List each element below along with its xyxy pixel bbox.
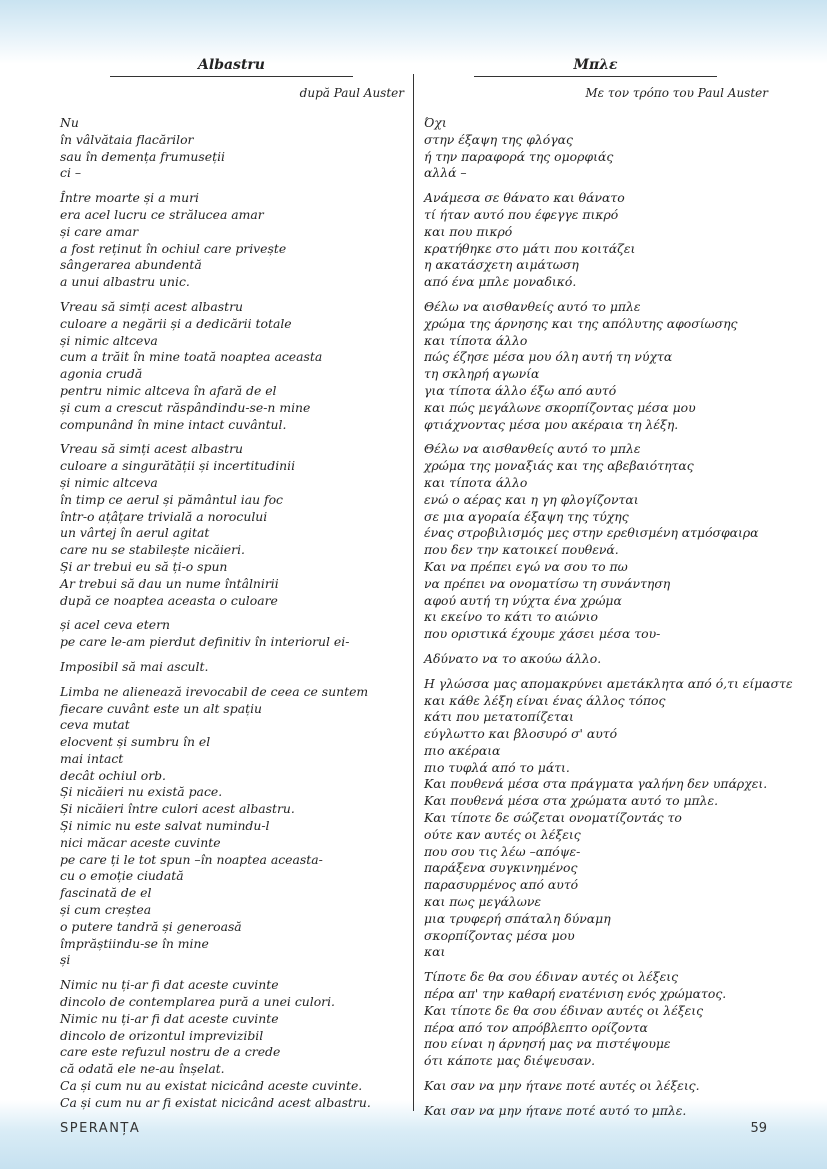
- poem-line: χρώμα της μοναξιάς και της αβεβαιότητας: [424, 458, 694, 474]
- poem-line: πώς έζησε μέσα μου όλη αυτή τη νύχτα: [424, 349, 673, 365]
- poem-line: κρατήθηκε στο μάτι που κοιτάζει: [424, 240, 636, 256]
- poem-line: Και πουθενά μέσα στα πράγματα γαλήνη δεν υπάρχει.: [424, 776, 768, 792]
- poem-line: Ca și cum nu ar fi existat nicicând acest albastru.: [60, 1094, 371, 1110]
- poem-line: από ένα μπλε μοναδικό.: [424, 274, 577, 290]
- poem-line: πέρα από τον απρόβλεπτο ορίζοντα: [424, 1019, 648, 1035]
- stanza: [60, 977, 410, 1111]
- page-number: 59: [750, 1121, 767, 1136]
- poem-line: να πρέπει να ονοματίσω τη συνάντηση: [424, 575, 671, 591]
- poem-line: αλλά –: [424, 165, 467, 181]
- poem-line: η ακατάσχετη αιμάτωση: [424, 257, 579, 273]
- stanza: [424, 1078, 774, 1095]
- poem-line: Και πουθενά μέσα στα χρώματα αυτό το μπλε.: [424, 793, 719, 809]
- poem-line: Τίποτε δε θα σου έδιναν αυτές οι λέξεις: [424, 969, 679, 985]
- poem-column-romanian: [60, 115, 410, 1120]
- poem-line: ενώ ο αέρας και η γη φλογίζονται: [424, 491, 639, 507]
- poem-line: ότι κάποτε μας διέψευσαν.: [424, 1053, 596, 1069]
- stanza: [60, 190, 410, 291]
- poem-line: sau în demența frumuseții: [60, 148, 225, 164]
- poem-line: Αδύνατο να το ακούω άλλο.: [424, 650, 602, 666]
- poem-line: elocvent și sumbru în el: [60, 734, 211, 750]
- header-band: [0, 0, 827, 64]
- poem-line: Și ar trebui eu să ți-o spun: [60, 558, 228, 574]
- poem-line: Limba ne alienează irevocabil de ceea ce suntem: [60, 683, 369, 699]
- poem-line: που είναι η άρνησή μας να πιστέψουμε: [424, 1036, 671, 1052]
- poem-line: în timp ce aerul și pământul iau foc: [60, 491, 283, 507]
- poem-line: a fost reținut în ochiul care privește: [60, 240, 287, 256]
- stanza: [424, 190, 774, 291]
- stanza: [424, 115, 774, 182]
- poem-line: dincolo de orizontul imprevizibil: [60, 1027, 264, 1043]
- poem-line: un vârtej în aerul agitat: [60, 525, 210, 541]
- poem-line: για τίποτα άλλο έξω από αυτό: [424, 382, 617, 398]
- poem-line: și cum a crescut răspândindu-se-n mine: [60, 399, 311, 415]
- stanza: [60, 441, 410, 609]
- poem-line: κάτι που μετατοπίζεται: [424, 709, 574, 725]
- poem-line: στην έξαψη της φλόγας: [424, 131, 573, 147]
- poem-line: fascinată de el: [60, 885, 152, 901]
- poem-line: τη σκληρή αγωνία: [424, 366, 540, 382]
- stanza: [424, 441, 774, 643]
- poem-line: Όχι: [424, 115, 447, 130]
- poem-column-greek: [424, 115, 793, 1128]
- poem-line: care nu se stabilește nicăieri.: [60, 542, 245, 558]
- poem-line: sângerarea abundentă: [60, 257, 202, 273]
- poem-line: πέρα απ' την καθαρή ενατένιση ενός χρώματος.: [424, 986, 727, 1002]
- poem-line: Vreau să simți acest albastru: [60, 298, 243, 314]
- poem-line: Între moarte și a muri: [60, 190, 200, 206]
- stanza: [424, 675, 793, 962]
- poem-line: παρασυρμένος από αυτό: [424, 877, 579, 893]
- poem-line: πιο ακέραια: [424, 742, 501, 758]
- poem-line: φτιάχνοντας μέσα μου ακέραια τη λέξη.: [424, 416, 679, 432]
- poem-line: και: [424, 944, 446, 960]
- poem-line: σκορπίζοντας μέσα μου: [424, 927, 575, 943]
- poem-line: χρώμα της άρνησης και της απόλυτης αφοσίωσης: [424, 315, 738, 331]
- poem-line: și care amar: [60, 223, 139, 239]
- stanza: [60, 684, 410, 970]
- poem-subtitle-romanian: după Paul Auster: [299, 86, 404, 100]
- poem-line: și: [60, 952, 71, 968]
- poem-line: și nimic altceva: [60, 332, 158, 348]
- poem-line: Imposibil să mai ascult.: [60, 658, 209, 674]
- poem-line: παράξενα συγκινημένος: [424, 860, 578, 876]
- poem-line: ci –: [60, 165, 82, 181]
- poem-line: σε μια αγοραία έξαψη της τύχης: [424, 508, 629, 524]
- poem-line: τί ήταν αυτό που έφεγγε πικρό: [424, 206, 619, 222]
- poem-line: mai intact: [60, 750, 124, 766]
- poem-line: compunând în mine intact cuvântul.: [60, 416, 287, 432]
- poem-line: că odată ele ne-au înșelat.: [60, 1061, 225, 1077]
- poem-line: Nimic nu ți-ar fi dat aceste cuvinte: [60, 1010, 279, 1026]
- poem-line: Και τίποτε δε σώζεται ονοματίζοντάς το: [424, 810, 682, 826]
- poem-line: μια τρυφερή σπάταλη δύναμη: [424, 910, 611, 926]
- poem-line: Και σαν να μην ήτανε ποτέ αυτές οι λέξεις.: [424, 1078, 700, 1094]
- poem-line: που οριστικά έχουμε χάσει μέσα του-: [424, 626, 661, 642]
- poem-line: și acel ceva etern: [60, 617, 170, 633]
- stanza: [60, 659, 410, 676]
- poem-line: într-o ațâțare trivială a norocului: [60, 508, 268, 524]
- poem-line: culoare a negării și a dedicării totale: [60, 315, 292, 331]
- poem-line: și nimic altceva: [60, 474, 158, 490]
- poem-line: care este refuzul nostru de a crede: [60, 1044, 281, 1060]
- poem-line: και πως μεγάλωνε: [424, 894, 542, 910]
- poem-line: a unui albastru unic.: [60, 274, 190, 290]
- poem-line: Și nicăieri între culori acest albastru.: [60, 801, 295, 817]
- poem-line: αφού αυτή τη νύχτα ένα χρώμα: [424, 592, 622, 608]
- poem-line: Și nicăieri nu există pace.: [60, 784, 223, 800]
- poem-line: ένας στροβιλισμός μες στην ερεθισμένη ατμόσφαιρα: [424, 525, 759, 541]
- poem-line: και που πικρό: [424, 223, 513, 239]
- poem-line: Και τίποτε δε θα σου έδιναν αυτές οι λέξεις: [424, 1002, 704, 1018]
- poem-line: era acel lucru ce strălucea amar: [60, 206, 264, 222]
- poem-line: Ca și cum nu au existat nicicând aceste cuvinte.: [60, 1078, 363, 1094]
- stanza: [60, 115, 410, 182]
- poem-line: Και σαν να μην ήτανε ποτέ αυτό το μπλε.: [424, 1102, 687, 1118]
- poem-line: și cum creștea: [60, 902, 152, 918]
- poem-line: decât ochiul orb.: [60, 767, 166, 783]
- poem-line: που σου τις λέω –απόψε-: [424, 843, 581, 859]
- poem-line: Și nimic nu este salvat numindu-l: [60, 818, 270, 834]
- poem-line: dincolo de contemplarea pură a unei culori.: [60, 994, 335, 1010]
- stanza: [60, 299, 410, 433]
- stanza: [424, 1103, 774, 1120]
- poem-line: κι εκείνο το κάτι το αιώνιο: [424, 609, 598, 625]
- poem-line: ή την παραφορά της ομορφιάς: [424, 148, 614, 164]
- poem-line: Ανάμεσα σε θάνατο και θάνατο: [424, 190, 625, 206]
- stanza: [424, 651, 774, 668]
- poem-line: εύγλωττο και βλοσυρό σ' αυτό: [424, 726, 618, 742]
- poem-line: cum a trăit în mine toată noaptea aceasta: [60, 349, 323, 365]
- poem-line: που δεν την κατοικεί πουθενά.: [424, 542, 619, 558]
- poem-subtitle-greek: Με τον τρόπο του Paul Auster: [585, 86, 768, 100]
- poem-line: Θέλω να αισθανθείς αυτό το μπλε: [424, 441, 641, 457]
- poem-line: Θέλω να αισθανθείς αυτό το μπλε: [424, 298, 641, 314]
- poem-line: Nimic nu ți-ar fi dat aceste cuvinte: [60, 977, 279, 993]
- poem-line: împrăștiindu-se în mine: [60, 935, 209, 951]
- stanza: [424, 969, 774, 1070]
- poem-line: πιο τυφλά από το μάτι.: [424, 759, 570, 775]
- poem-line: în vâlvătaia flacărilor: [60, 131, 194, 147]
- poem-line: Vreau să simți acest albastru: [60, 441, 243, 457]
- poem-line: pe care le-am pierdut definitiv în interiorul ei-: [60, 634, 350, 650]
- poem-line: Και να πρέπει εγώ να σου το πω: [424, 558, 628, 574]
- poem-line: Nu: [60, 115, 79, 130]
- poem-line: fiecare cuvânt este un alt spațiu: [60, 700, 263, 716]
- poem-line: cu o emoție ciudată: [60, 868, 184, 884]
- magazine-name: SPERANȚA: [60, 1121, 141, 1136]
- poem-line: ούτε καν αυτές οι λέξεις: [424, 826, 581, 842]
- poem-line: agonia crudă: [60, 366, 143, 382]
- poem-line: o putere tandră și generoasă: [60, 918, 242, 934]
- poem-line: culoare a singurătății și incertitudinii: [60, 458, 296, 474]
- poem-line: και τίποτα άλλο: [424, 332, 528, 348]
- poem-title-greek: Μπλε: [474, 57, 717, 77]
- column-divider: [413, 74, 414, 1111]
- poem-line: Ar trebui să dau un nume întâlnirii: [60, 575, 279, 591]
- poem-line: după ce noaptea aceasta o culoare: [60, 592, 278, 608]
- poem-line: nici măcar aceste cuvinte: [60, 834, 221, 850]
- poem-line: ceva mutat: [60, 717, 130, 733]
- stanza: [424, 299, 774, 433]
- poem-line: Η γλώσσα μας απομακρύνει αμετάκλητα από ό,τι είμαστε: [424, 675, 793, 691]
- poem-line: και τίποτα άλλο: [424, 474, 528, 490]
- poem-line: και πώς μεγάλωνε σκορπίζοντας μέσα μου: [424, 399, 696, 415]
- stanza: [60, 617, 410, 651]
- poem-title-romanian: Albastru: [110, 57, 353, 77]
- poem-line: pentru nimic altceva în afară de el: [60, 382, 277, 398]
- poem-line: και κάθε λέξη είναι ένας άλλος τόπος: [424, 692, 666, 708]
- poem-line: pe care ți le tot spun –în noaptea aceasta-: [60, 851, 323, 867]
